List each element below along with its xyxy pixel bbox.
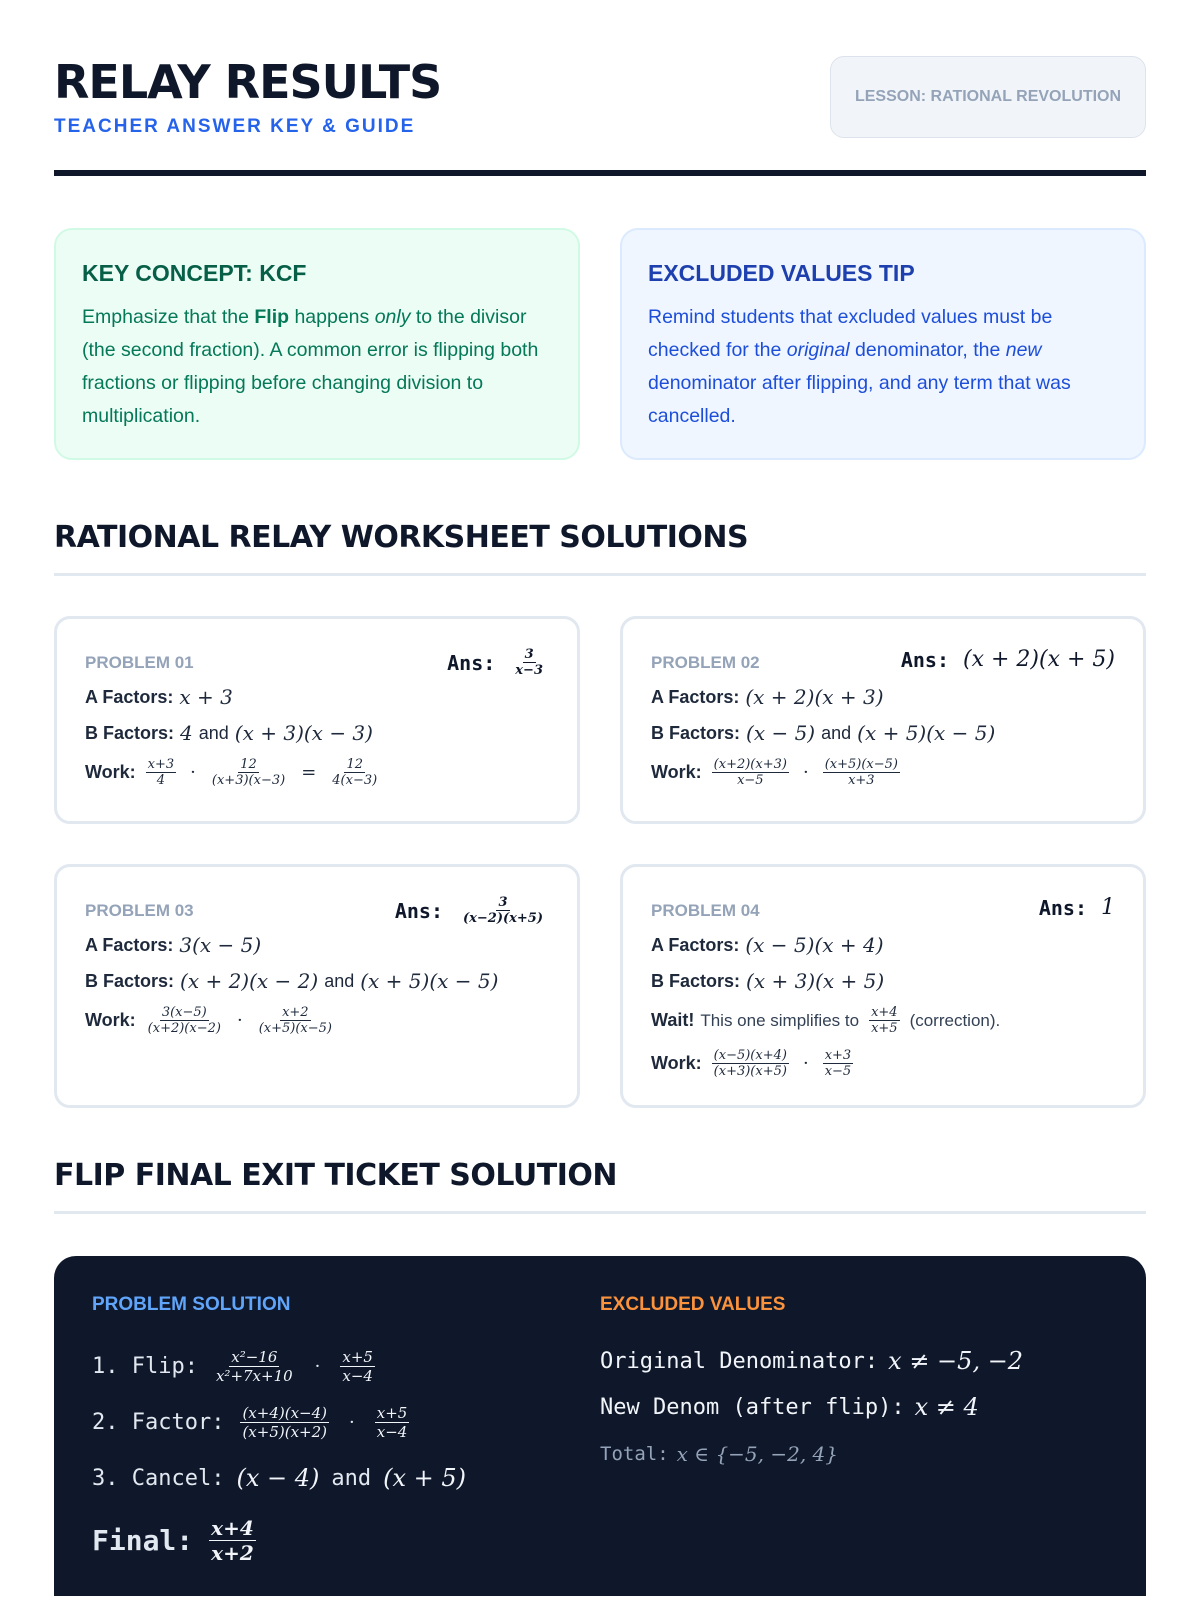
excluded-values-title: EXCLUDED VALUES TIP <box>648 260 915 286</box>
work-line <box>651 757 1115 788</box>
new-denominator-label: New Denom (after flip): <box>600 1394 905 1420</box>
solution-step <box>92 1394 600 1450</box>
fraction-denominator: x−5 <box>737 773 764 788</box>
key-concept-text <box>82 301 552 433</box>
b-factors-value: (x + 5)(x − 5) <box>857 721 996 745</box>
step-fraction <box>240 1404 329 1441</box>
key-concept-text-part: Emphasize that the <box>82 306 255 328</box>
answer-value: (x + 2)(x + 5) <box>963 647 1115 672</box>
a-factors-label: A Factors: <box>651 686 740 707</box>
excluded-text-part: Remind students that excluded values must be checked for the <box>648 306 1053 361</box>
and-word: and <box>821 722 852 743</box>
original-denominator-line <box>600 1338 1108 1384</box>
correction-suffix: (correction). <box>909 1010 1001 1030</box>
key-concept-text-part: happens <box>289 306 375 328</box>
fraction-denominator: x+2 <box>211 1540 254 1565</box>
solution-step <box>92 1450 600 1506</box>
key-concept-title: KEY CONCEPT: KCF <box>82 260 307 286</box>
a-factors-label: A Factors: <box>85 934 174 955</box>
simplified-fraction <box>869 1005 900 1036</box>
problem-answer <box>1039 895 1115 920</box>
and-word: and <box>331 1465 372 1491</box>
fraction-numerator: x+4 <box>871 1005 898 1020</box>
a-factors-line <box>85 685 549 709</box>
problem-answer <box>901 647 1115 672</box>
fraction-denominator: x²+7x+10 <box>215 1366 293 1385</box>
multiply-operator: · <box>802 762 809 783</box>
problem-card <box>54 864 580 1108</box>
problem-label: PROBLEM 04 <box>651 901 760 920</box>
fraction-denominator: x−3 <box>515 663 543 678</box>
fraction-denominator: x−4 <box>376 1422 408 1441</box>
a-factors-label: A Factors: <box>85 686 174 707</box>
fraction-denominator: (x+5)(x−5) <box>258 1021 332 1036</box>
a-factors-value: (x − 5)(x + 4) <box>745 933 884 957</box>
step-fraction <box>340 1348 375 1385</box>
a-factors-value: 3(x − 5) <box>179 933 262 957</box>
excluded-values-text <box>648 301 1118 433</box>
multiply-operator: · <box>190 762 196 783</box>
b-factors-label: B Factors: <box>85 722 175 743</box>
fraction-numerator: 12 <box>240 757 257 772</box>
fraction-numerator: (x+4)(x−4) <box>242 1403 328 1422</box>
excluded-values-heading: EXCLUDED VALUES <box>600 1294 786 1315</box>
a-factors-value: (x + 2)(x + 3) <box>745 685 884 709</box>
multiply-operator: · <box>314 1355 321 1377</box>
step-label: 1. Flip: <box>92 1353 198 1379</box>
equals-operator: = <box>301 762 317 783</box>
answer-label: Ans: <box>900 647 950 672</box>
fraction-denominator: (x+3)(x−3) <box>211 773 286 788</box>
work-fraction <box>823 1048 854 1079</box>
b-factors-value: (x + 2)(x − 2) <box>180 969 319 993</box>
total-label: Total: <box>600 1443 669 1465</box>
page-subtitle: TEACHER ANSWER KEY & GUIDE <box>54 116 416 137</box>
work-fraction <box>712 757 789 788</box>
answer-fraction <box>461 895 545 926</box>
b-factors-label: B Factors: <box>85 970 175 991</box>
problem-card <box>54 616 580 824</box>
work-line <box>651 1048 1115 1079</box>
key-concept-italic: only <box>374 306 411 328</box>
fraction-denominator: x−4 <box>342 1366 373 1385</box>
fraction-numerator: x+4 <box>211 1515 254 1540</box>
b-factors-line <box>651 721 1115 745</box>
work-fraction <box>210 757 287 788</box>
and-word: and <box>324 970 355 991</box>
fraction-denominator: (x−2)(x+5) <box>463 911 543 926</box>
fraction-numerator: x+5 <box>376 1403 408 1422</box>
b-factors-label: B Factors: <box>651 722 741 743</box>
work-label: Work: <box>651 762 702 782</box>
work-line <box>85 757 549 788</box>
new-denominator-value: x ≠ 4 <box>914 1393 979 1421</box>
final-fraction <box>209 1516 256 1565</box>
total-value: x ∈ {−5, −2, 4} <box>676 1442 839 1466</box>
problem-answer <box>395 895 549 926</box>
step-fraction <box>214 1348 295 1385</box>
b-factors-line <box>85 969 549 993</box>
problem-card <box>620 864 1146 1108</box>
fraction-numerator: x+3 <box>147 757 175 772</box>
work-fraction <box>330 757 379 788</box>
multiply-operator: · <box>349 1411 355 1433</box>
b-factors-value: (x + 5)(x − 5) <box>360 969 499 993</box>
fraction-numerator: (x+5)(x−5) <box>824 757 898 772</box>
answer-label: Ans: <box>394 898 444 923</box>
fraction-denominator: (x+3)(x+5) <box>713 1064 787 1079</box>
work-line <box>85 1005 549 1036</box>
a-factors-line <box>651 685 1115 709</box>
multiply-operator: · <box>236 1010 243 1031</box>
b-factors-label: B Factors: <box>651 970 741 991</box>
answer-label: Ans: <box>1038 895 1087 920</box>
fraction-numerator: 3(x−5) <box>161 1005 207 1020</box>
fraction-numerator: x²−16 <box>231 1347 278 1366</box>
fraction-denominator: (x+2)(x−2) <box>147 1021 221 1036</box>
cancel-term: (x + 5) <box>383 1464 467 1492</box>
fraction-numerator: 12 <box>346 757 364 772</box>
problem-label: PROBLEM 02 <box>651 653 760 672</box>
fraction-denominator: x+5 <box>871 1021 898 1036</box>
b-factors-line <box>651 969 1115 993</box>
a-factors-line <box>651 933 1115 957</box>
work-fraction <box>823 757 900 788</box>
fraction-numerator: 3 <box>498 895 508 910</box>
and-word: and <box>198 722 229 743</box>
problem-label: PROBLEM 03 <box>85 901 194 920</box>
step-fraction <box>375 1404 410 1441</box>
work-fraction <box>146 757 177 788</box>
b-factors-value: 4 <box>180 721 193 745</box>
fraction-numerator: (x−5)(x+4) <box>713 1048 787 1063</box>
answer-label: Ans: <box>447 650 496 675</box>
step-label: 3. Cancel: <box>92 1465 225 1491</box>
original-denominator-value: x ≠ −5, −2 <box>888 1347 1024 1375</box>
multiply-operator: · <box>802 1053 809 1074</box>
b-factors-line <box>85 721 549 745</box>
b-factors-value: (x + 3)(x − 3) <box>234 721 373 745</box>
final-label: Final: <box>92 1523 194 1557</box>
excluded-text-part: denominator, the <box>849 339 1006 361</box>
b-factors-value: (x + 3)(x + 5) <box>746 969 885 993</box>
relay-section-title: RATIONAL RELAY WORKSHEET SOLUTIONS <box>54 520 1146 576</box>
work-label: Work: <box>85 762 136 782</box>
work-fraction <box>257 1005 334 1036</box>
wait-label: Wait! <box>651 1010 695 1030</box>
problem-answer <box>447 647 549 678</box>
fraction-denominator: (x+5)(x+2) <box>242 1422 328 1441</box>
problem-label: PROBLEM 01 <box>85 653 194 672</box>
a-factors-line <box>85 933 549 957</box>
solution-heading: PROBLEM SOLUTION <box>92 1294 291 1315</box>
correction-note <box>651 1005 1115 1036</box>
concept-cards <box>54 228 1146 460</box>
fraction-denominator: x−5 <box>824 1064 852 1079</box>
fraction-numerator: (x+2)(x+3) <box>713 757 787 772</box>
fraction-numerator: x+3 <box>824 1048 852 1063</box>
excluded-italic: new <box>1005 339 1042 361</box>
answer-fraction <box>513 647 545 678</box>
problem-card <box>620 616 1146 824</box>
step-label: 2. Factor: <box>92 1409 225 1435</box>
fraction-denominator: 4 <box>156 773 166 788</box>
fraction-numerator: 3 <box>524 647 534 662</box>
key-concept-text-part: to the divisor (the second fraction). A common error is flipping both fractions or flipping before changing division to multiplication. <box>82 306 539 427</box>
a-factors-value: x + 3 <box>179 685 233 709</box>
a-factors-label: A Factors: <box>651 934 740 955</box>
cancel-term: (x − 4) <box>236 1464 320 1492</box>
fraction-denominator: x+3 <box>848 773 875 788</box>
fraction-numerator: x+5 <box>342 1347 373 1366</box>
work-label: Work: <box>85 1010 136 1030</box>
excluded-values-column <box>600 1294 1108 1596</box>
work-fraction <box>146 1005 223 1036</box>
excluded-italic: original <box>786 339 850 361</box>
key-concept-card <box>54 228 580 460</box>
lesson-badge: LESSON: RATIONAL REVOLUTION <box>830 56 1146 138</box>
excluded-text-part: denominator after flipping, and any term that was cancelled. <box>648 372 1071 427</box>
total-excluded-line <box>600 1442 1108 1466</box>
solution-step <box>92 1338 600 1394</box>
page-title: RELAY RESULTS <box>54 55 442 109</box>
problem-grid <box>54 616 1146 1108</box>
original-denominator-label: Original Denominator: <box>600 1348 879 1374</box>
fraction-denominator: 4(x−3) <box>332 773 378 788</box>
new-denominator-line <box>600 1384 1108 1430</box>
excluded-values-card <box>620 228 1146 460</box>
final-answer <box>92 1506 600 1574</box>
solution-column <box>92 1294 600 1596</box>
exit-ticket-panel <box>54 1256 1146 1596</box>
key-concept-bold: Flip <box>254 306 290 328</box>
fraction-numerator: x+2 <box>282 1005 309 1020</box>
exit-ticket-section-title: FLIP FINAL EXIT TICKET SOLUTION <box>54 1158 1146 1214</box>
page-header <box>54 0 1146 176</box>
work-label: Work: <box>651 1053 702 1073</box>
correction-text: This one simplifies to <box>700 1010 860 1030</box>
answer-value: 1 <box>1101 895 1115 920</box>
b-factors-value: (x − 5) <box>746 721 816 745</box>
work-fraction <box>712 1048 789 1079</box>
